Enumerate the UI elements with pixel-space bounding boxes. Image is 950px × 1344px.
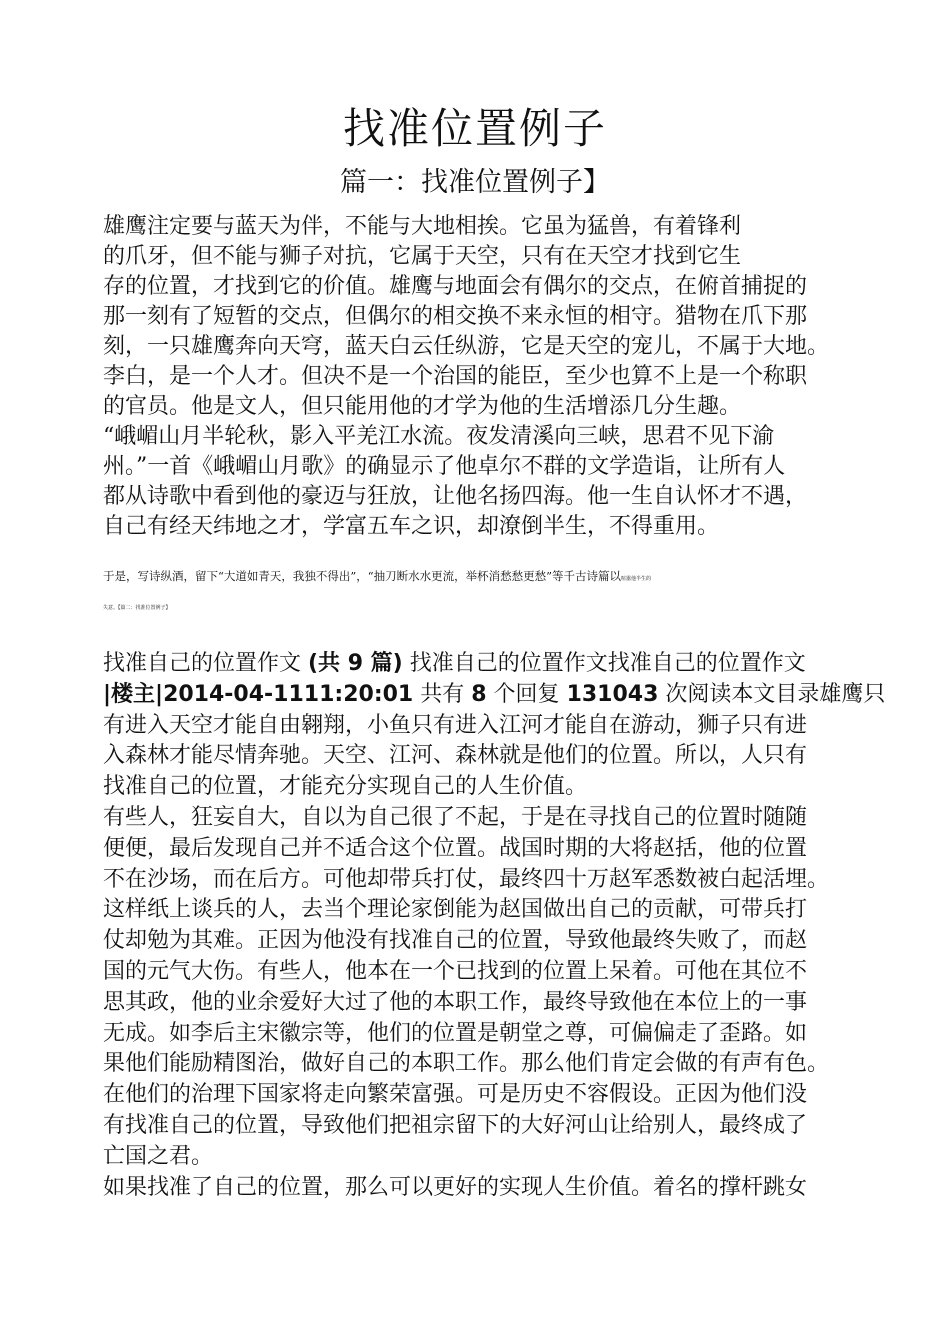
text-line: 州。”一首《峨嵋山月歌》的确显示了他卓尔不群的文学造诣，让所有人 — [103, 454, 786, 479]
text-line: 国的元气大伤。有些人，他本在一个已找到的位置上呆着。可他在其位不 — [103, 958, 808, 984]
read-count: 131043 — [566, 681, 659, 707]
text-run: 找准自己的位置作文 — [103, 651, 308, 676]
text-line: 自己有经天纬地之才，学富五车之识，却潦倒半生，不得重用。 — [103, 514, 720, 539]
text-line: 无成。如李后主宋徽宗等，他们的位置是朝堂之尊，可偏偏走了歪路。如 — [103, 1020, 808, 1046]
text-run: 次阅读本文目录雄鹰只 — [658, 681, 886, 707]
text-line: 不在沙场，而在后方。可他却带兵打仗，最终四十万赵军悉数被白起活埋。 — [103, 866, 830, 892]
text-line-heading — [103, 649, 903, 680]
text-line: 有找准自己的位置，导致他们把祖宗留下的大好河山让给别人，最终成了 — [103, 1112, 808, 1138]
text-line: 入森林才能尽情奔驰。天空、江河、森林就是他们的位置。所以，人只有 — [103, 743, 808, 769]
text-run: 个回复 — [486, 681, 567, 707]
text-line: “峨嵋山月半轮秋，影入平羌江水流。夜发清溪向三峡，思君不见下渝 — [103, 424, 775, 449]
text-run: 共有 — [413, 681, 472, 707]
small-text-tail: 喧嚣他半生的 — [621, 576, 652, 582]
text-line: 有些人，狂妄自大，自以为自己很了不起，于是在寻找自己的位置时随随 — [103, 804, 808, 830]
text-run-bold: (共 9 篇) — [308, 651, 403, 676]
text-line: 李白，是一个人才。但决不是一个治国的能臣，至少也算不上是一个称职 — [103, 364, 808, 389]
section1-body — [103, 212, 903, 542]
text-line: 找准自己的位置，才能充分实现自己的人生价值。 — [103, 774, 588, 800]
text-line: 的官员。他是文人，但只能用他的才学为他的生活增添几分生趣。 — [103, 394, 742, 419]
text-line: 思其政，他的业余爱好大过了他的本职工作，最终导致他在本位上的一事 — [103, 989, 808, 1015]
text-line: 在他们的治理下国家将走向繁荣富强。可是历史不容假设。正因为他们没 — [103, 1082, 808, 1108]
text-line: 果他们能励精图治，做好自己的本职工作。那么他们肯定会做的有声有色。 — [103, 1051, 830, 1077]
section-note: 失意。【篇二：找准位置例子】 — [103, 605, 171, 611]
text-line: 便便，最后发现自己并不适合这个位置。战国时期的大将赵括，他的位置 — [103, 835, 808, 861]
document-title: 找准位置例子 — [342, 104, 607, 153]
text-line: 如果找准了自己的位置，那么可以更好的实现人生价值。着名的撑杆跳女 — [103, 1174, 808, 1200]
reply-count: 8 — [471, 681, 487, 707]
text-line: 仗却勉为其难。正因为他没有找准自己的位置，导致他最终失败了，而赵 — [103, 928, 808, 954]
text-line: 雄鹰注定要与蓝天为伴，不能与大地相挨。它虽为猛兽，有着锋利 — [103, 214, 742, 239]
text-line: 亡国之君。 — [103, 1143, 214, 1169]
text-line-meta — [103, 680, 903, 711]
text-line: 刻，一只雄鹰奔向天穹，蓝天白云任纵游，它是天空的宠儿，不属于大地。 — [103, 334, 830, 359]
text-line: 的爪牙，但不能与狮子对抗，它属于天空，只有在天空才找到它生 — [103, 244, 742, 269]
text-line: 那一刻有了短暂的交点，但偶尔的相交换不来永恒的相守。猎物在爪下那 — [103, 304, 808, 329]
text-line: 有进入天空才能自由翱翔，小鱼只有进入江河才能自在游动，狮子只有进 — [103, 712, 808, 738]
small-text-line — [103, 568, 651, 584]
post-meta-bold: |楼主|2014-04-1111:20:01 — [103, 681, 414, 707]
text-line: 这样纸上谈兵的人，去当个理论家倒能为赵国做出自己的贡献，可带兵打 — [103, 897, 808, 923]
text-line: 都从诗歌中看到他的豪迈与狂放，让他名扬四海。他一生自认怀才不遇， — [103, 484, 808, 509]
small-text-main: 于是，写诗纵酒，留下“大道如青天，我独不得出”，“抽刀断水水更流，举杯消愁愁更愁”等千古诗篇以 — [103, 569, 622, 583]
text-run: 找准自己的位置作文找准自己的位置作文 — [402, 651, 806, 676]
section-subtitle: 篇一：找准位置例子】 — [340, 167, 610, 198]
section2-body — [103, 649, 903, 1203]
text-line: 存的位置，才找到它的价值。雄鹰与地面会有偶尔的交点，在俯首捕捉的 — [103, 274, 808, 299]
